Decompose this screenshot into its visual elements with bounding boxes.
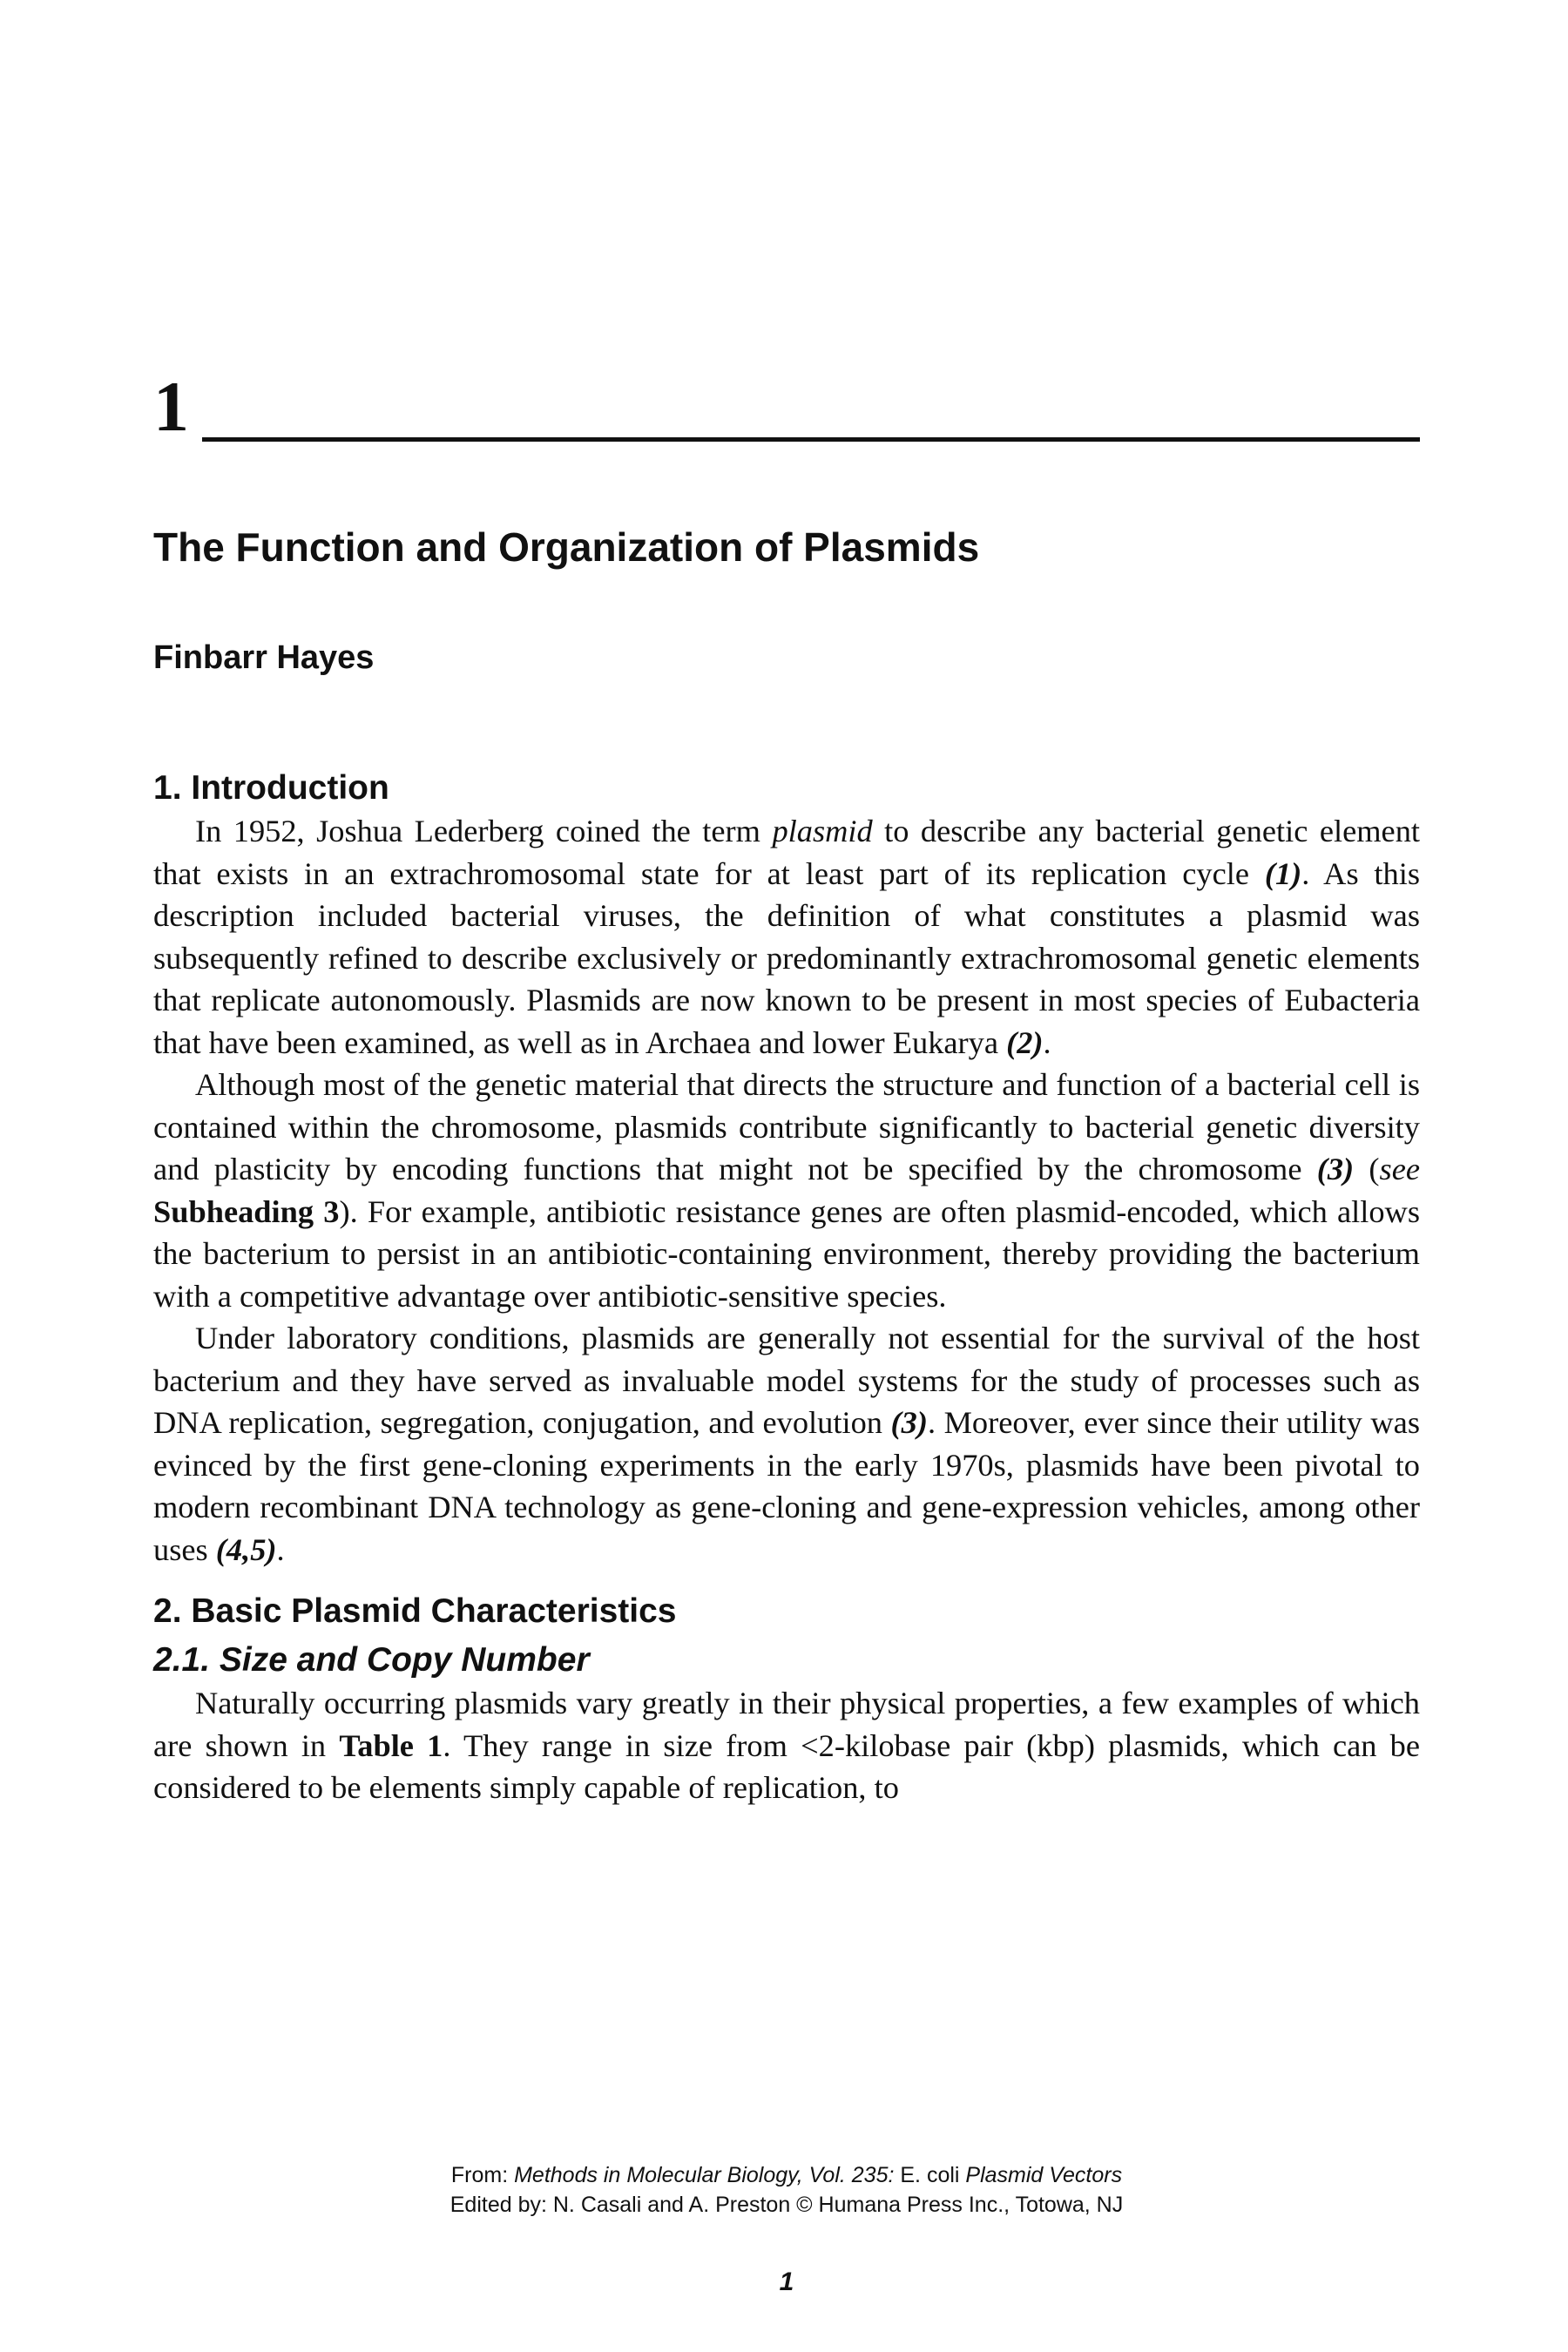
- citation-ref: (3): [1316, 1152, 1355, 1186]
- editor-line: Edited by: N. Casali and A. Preston © Humana Press Inc., Totowa, NJ: [449, 2193, 1124, 2217]
- paragraph: Under laboratory conditions, plasmids are generally not essential for the survival of the host bacterium and they have served as invaluable model systems for the study of processes such as DNA replication, segregation, conjugation, and evolution (3). Moreover, ever since their utility was evinced by the first gene-cloning experiments in the early 1970s, plasmids have been pivotal to modern recombinant DNA technology as gene-cloning and gene-expression vehicles, among other uses (4,5).: [153, 1321, 1420, 1567]
- chapter-title: The Function and Organization of Plasmids: [153, 524, 980, 570]
- section-heading-introduction: 1. Introduction: [153, 769, 389, 807]
- page-number: 1: [779, 2268, 794, 2296]
- italic-run: see: [1379, 1152, 1420, 1186]
- citation-ref: (1): [1264, 855, 1302, 891]
- body-text: [153, 767, 1420, 1809]
- chapter-number: 1: [153, 367, 189, 446]
- italic-run: Plasmid Vectors: [965, 2163, 1123, 2187]
- paragraph: Although most of the genetic material that directs the structure and function of a bacterial cell is contained within the chromosome, plasmids contribute significantly to bacterial genetic diversity and plasticity by encoding functions that might not be specified by the chromosome (3) (see Subheading 3). For example, antibiotic resistance genes are often plasmid-encoded, which allows the bacterium to persist in an antibiotic-containing environment, thereby providing the bacterium with a competitive advantage over antibiotic-sensitive species.: [153, 1067, 1420, 1314]
- subsection-heading-size-copy-number: 2.1. Size and Copy Number: [153, 1641, 590, 1679]
- chapter-header: [153, 367, 1420, 446]
- chapter-rule: [202, 437, 1420, 442]
- paragraph: Naturally occurring plasmids vary greatly in their physical properties, a few examples of which are shown in Table 1. They range in size from <2-kilobase pair (kbp) plasmids, which can be considered to be elements simply capable of replication, to: [153, 1686, 1421, 1805]
- italic-run: Methods in Molecular Biology, Vol. 235:: [514, 2163, 895, 2187]
- bold-run: Table 1: [339, 1727, 443, 1763]
- italic-run: plasmid: [772, 814, 873, 848]
- source-line: From: Methods in Molecular Biology, Vol. 235: E. coli Plasmid Vectors: [450, 2163, 1123, 2187]
- author-name: Finbarr Hayes: [153, 639, 375, 676]
- citation-ref: (3): [890, 1405, 928, 1440]
- section-gap: [153, 1571, 1420, 1590]
- paragraph: In 1952, Joshua Lederberg coined the term plasmid to describe any bacterial genetic element that exists in an extrachromosomal state for at least part of its replication cycle (1). As this description included bacterial viruses, the definition of what constitutes a plasmid was subsequently refined to describe exclusively or predominantly extrachromosomal genetic elements that replicate autonomously. Plasmids are now known to be present in most species of Eubacteria that have been examined, as well as in Archaea and lower Eukarya (2).: [153, 814, 1420, 1060]
- source-footnote: [153, 2160, 1420, 2220]
- bold-run: Subheading 3: [153, 1193, 340, 1229]
- citation-ref: (2): [1006, 1024, 1044, 1060]
- citation-ref: (4,5): [215, 1531, 277, 1567]
- section-heading-basic-characteristics: 2. Basic Plasmid Characteristics: [153, 1592, 677, 1630]
